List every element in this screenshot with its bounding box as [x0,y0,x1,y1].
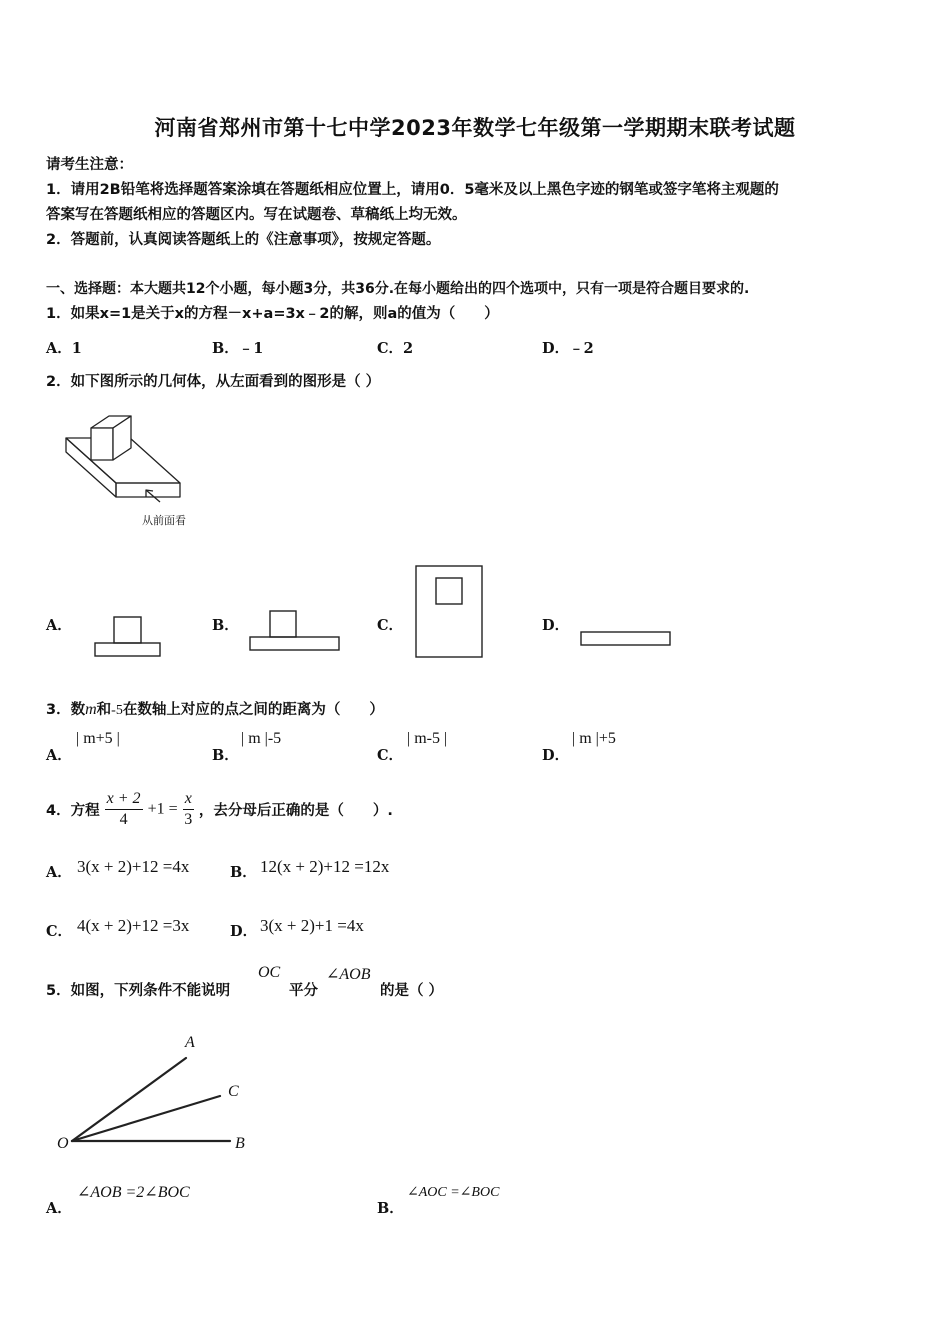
q5-stem-b: 平分 [289,983,318,999]
q4-label-a[interactable]: A． [46,864,72,881]
q3-option-a[interactable]: | m+5 | [76,730,120,747]
q3-label-d[interactable]: D． [542,747,570,764]
q1-stem: 1．如果x=1是关于x的方程－x+a=3x﹣2的解，则a的值为（ ） [46,306,499,322]
q4-label-c[interactable]: C． [46,923,73,940]
ray-oc [72,1096,220,1141]
q5-point-o: O [57,1135,69,1152]
q5-option-b[interactable]: ∠AOC =∠BOC [407,1185,500,1200]
q4-option-a[interactable]: 3(x + 2)+12 =4x [77,857,190,876]
q1-option-c[interactable]: C．2 [377,340,414,357]
q5-stem-a: 5．如图，下列条件不能说明 [46,983,231,999]
q4-option-b[interactable]: 12(x + 2)+12 =12x [260,857,390,876]
q2-stem: 2．如下图所示的几何体，从左面看到的图形是（ ） [46,374,381,390]
q4-fraction-2: $\frac{x}{3}$ [184,790,193,828]
q5-option-a[interactable]: ∠AOB =2∠BOC [77,1184,190,1201]
q2-label-d[interactable]: D． [542,617,570,634]
notice-line-1a: 1．请用2B铅笔将选择题答案涂填在答题纸相应位置上，请用0．5毫米及以上黑色字迹的钢笔或签字笔将主观题的 [46,182,779,198]
q2-label-c[interactable]: C． [377,617,404,634]
q4-stem: 4．方程 $\frac{x + 2}{4}$ +1 = $\frac{x}{3}$ ，去分母后正确的是（ ）. [46,790,393,828]
q5-point-b: B [235,1135,245,1152]
q1-option-d[interactable]: D．﹣2 [542,340,594,357]
q2-label-b[interactable]: B． [212,617,239,634]
q5-label-b[interactable]: B． [377,1200,404,1217]
notice-heading: 请考生注意： [46,157,133,173]
q4-option-c[interactable]: 4(x + 2)+12 =3x [77,916,190,935]
q2-label-a[interactable]: A． [46,617,72,634]
page-title: 河南省郑州市第十七中学2023年数学七年级第一学期期末联考试题 [154,116,796,140]
q5-angle: ∠AOB [326,966,371,983]
q3-option-c[interactable]: | m-5 | [407,730,448,747]
q4-label-b[interactable]: B． [230,864,257,881]
q5-label-a[interactable]: A． [46,1200,72,1217]
q3-label-c[interactable]: C． [377,747,404,764]
q4-label-d[interactable]: D． [230,923,258,940]
ray-oa [72,1058,186,1141]
q3-label-a[interactable]: A． [46,747,72,764]
q2-figure-caption: 从前面看 [142,514,186,527]
q5-point-a: A [185,1034,195,1051]
q3-stem: 3．数m和-5在数轴上对应的点之间的距离为（ ） [46,701,384,718]
q3-label-b[interactable]: B． [212,747,239,764]
q3-option-b[interactable]: | m |-5 [241,730,282,747]
q5-point-c: C [228,1083,239,1100]
q1-option-b[interactable]: B．﹣1 [212,340,264,357]
q5-stem-c: 的是（ ） [380,983,444,999]
q1-option-a[interactable]: A．1 [46,340,82,357]
notice-line-2: 2．答题前，认真阅读答题纸上的《注意事项》，按规定答题。 [46,232,441,248]
q4-option-d[interactable]: 3(x + 2)+1 =4x [260,916,364,935]
q3-option-d[interactable]: | m |+5 [572,730,616,747]
q5-oc: OC [258,964,281,981]
notice-line-1b: 答案写在答题纸相应的答题区内。写在试题卷、草稿纸上均无效。 [46,207,467,223]
section-heading: 一、选择题：本大题共12个小题，每小题3分，共36分.在每小题给出的四个选项中，只有一项是符合题目要求的. [46,281,750,297]
q4-fraction-1: $\frac{x + 2}{4}$ [106,790,141,828]
